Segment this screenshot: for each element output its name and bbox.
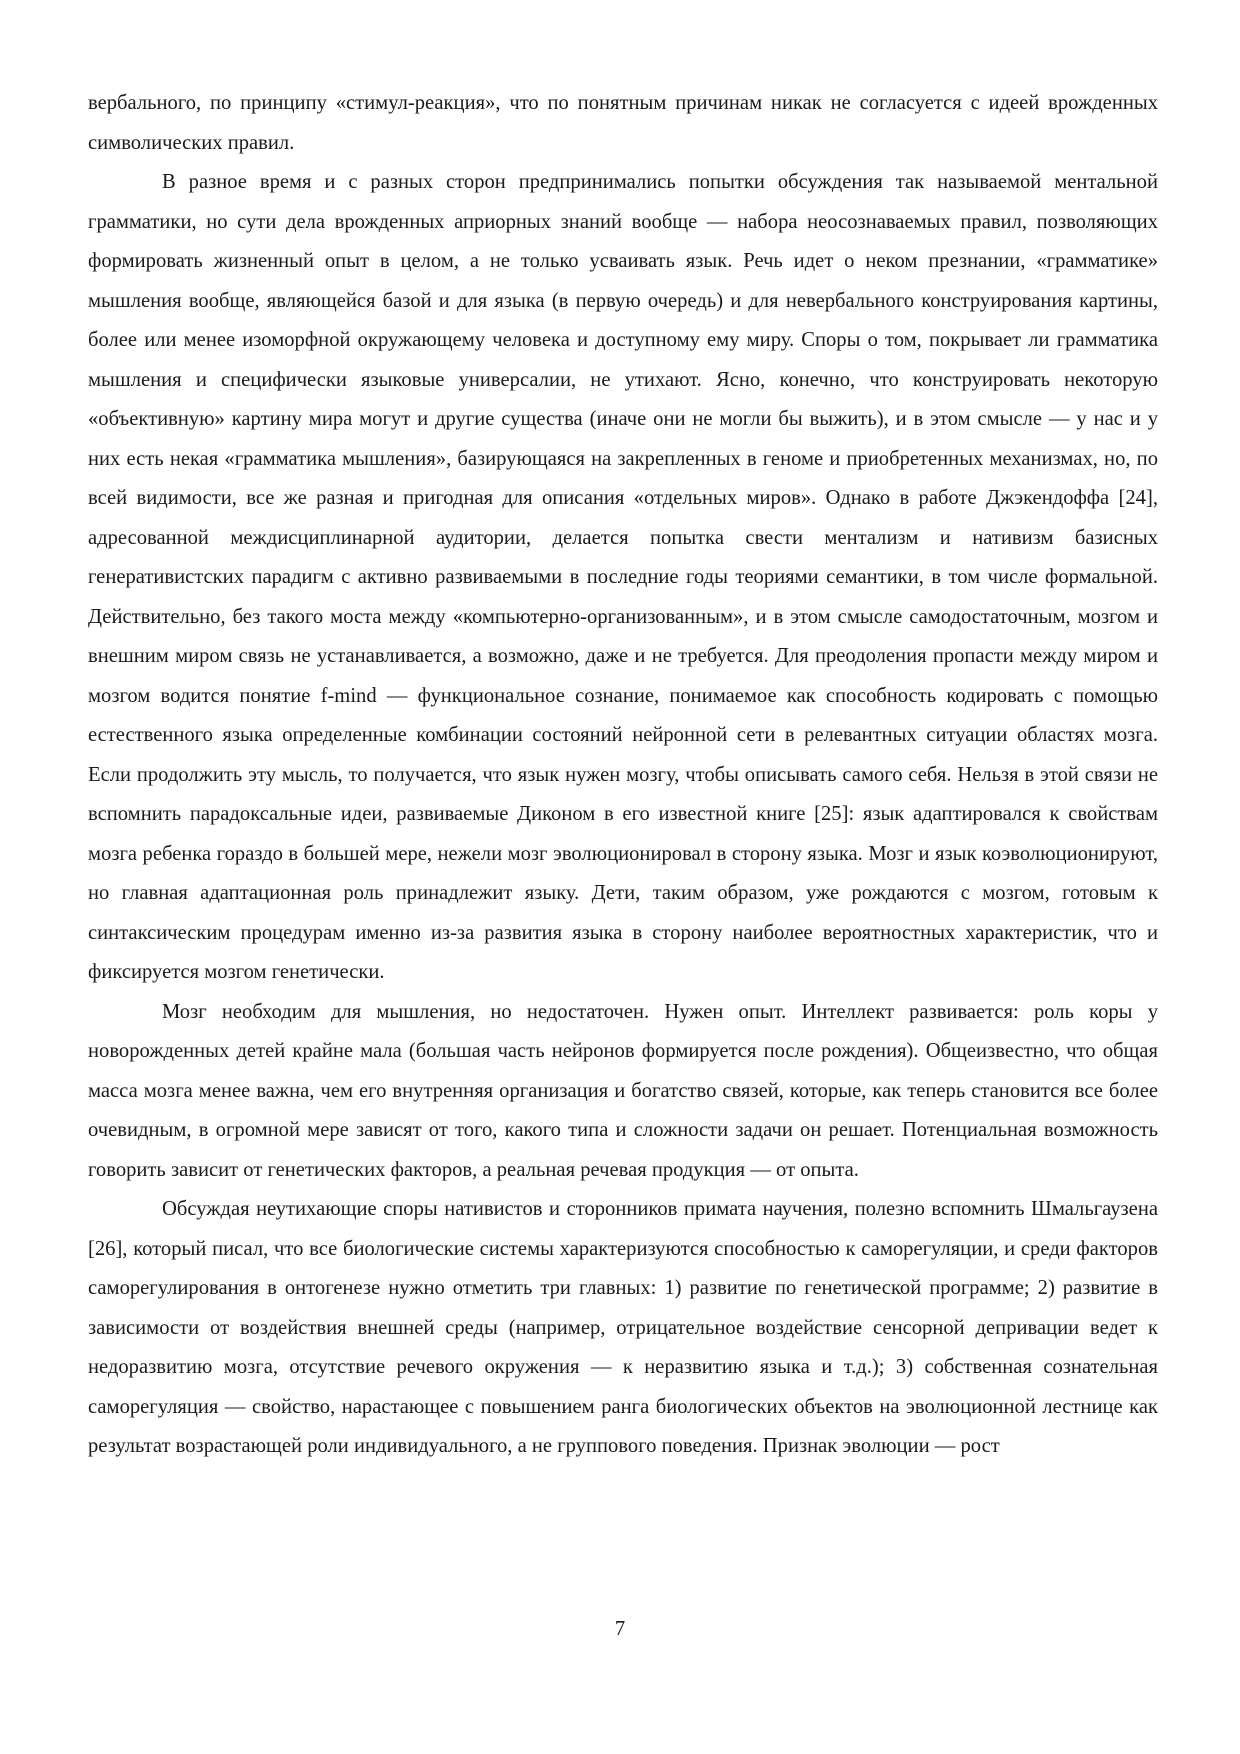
paragraph-self-regulation: Обсуждая неутихающие споры нативистов и сторонников примата научения, полезно вспомнить Шмальгаузена [26], который писал, что все биологические системы характеризуются способностью к саморегуляции, и среди факторов саморегулирования в онтогенезе нужно отметить три главных: 1) развитие по генетической программе; 2) развитие в зависимости от воздействия внешней среды (например, отрицательное воздействие сенсорной депривации ведет к недоразвитию мозга, отсутствие речевого окружения — к неразвитию языка и т.д.); 3) собственная сознательная саморегуляция — свойство, нарастающее с повышением ранга биологических объектов на эволюционной лестнице как результат возрастающей роли индивидуального, а не группового поведения. Признак эволюции — рост: [88, 1198, 1158, 1457]
page-number: 7: [614, 1618, 626, 1640]
paragraph-mental-grammar: В разное время и с разных сторон предпринимались попытки обсуждения так называемой ментальной грамматики, но сути дела врожденных априорных знаний вообще — набора неосознаваемых правил, позволяющих формировать жизненный опыт в целом, а не только усваивать язык. Речь идет о неком презнании, «грамматике» мышления вообще, являющейся базой и для языка (в первую очередь) и для невербального конструирования картины, более или менее изоморфной окружающему человека и доступному ему миру. Споры о том, покрывает ли грамматика мышления и специфически языковые универсалии, не утихают. Ясно, конечно, что конструировать некоторую «объективную» картину мира могут и другие существа (иначе они не могли бы выжить), и в этом смысле — у нас и у них есть некая «грамматика мышления», базирующаяся на закрепленных в геноме и приобретенных механизмах, но, по всей видимости, все же разная и пригодная для описания «отдельных миров». Однако в работе Джэкендоффа [24], адресованной междисциплинарной аудитории, делается попытка свести ментализм и нативизм базисных генеративистских парадигм с активно развиваемыми в последние годы теориями семантики, в том числе формальной. Действительно, без такого моста между «компьютерно-организованным», и в этом смысле самодостаточным, мозгом и внешним миром связь не устанавливается, а возможно, даже и не требуется. Для преодоления пропасти между миром и мозгом водится понятие f-mind — функциональное сознание, понимаемое как способность кодировать с помощью естественного языка определенные комбинации состояний нейронной сети в релевантных ситуации областях мозга. Если продолжить эту мысль, то получается, что язык нужен мозгу, чтобы описывать самого себя. Нельзя в этой связи не вспомнить парадоксальные идеи, развиваемые Диконом в его известной книге [25]: язык адаптировался к свойствам мозга ребенка гораздо в большей мере, нежели мозг эволюционировал в сторону языка. Мозг и язык коэволюционируют, но главная адаптационная роль принадлежит языку. Дети, таким образом, уже рождаются с мозгом, готовым к синтаксическим процедурам именно из-за развития языка в сторону наиболее вероятностных характеристик, что и фиксируется мозгом генетически.: [88, 171, 1158, 983]
page-body-text: [88, 84, 1158, 1467]
paragraph-brain-experience: Мозг необходим для мышления, но недостаточен. Нужен опыт. Интеллект развивается: роль коры у новорожденных детей крайне мала (большая часть нейронов формируется после рождения). Общеизвестно, что общая масса мозга менее важна, чем его внутренняя организация и богатство связей, которые, как теперь становится все более очевидным, в огромной мере зависят от того, какого типа и сложности задачи он решает. Потенциальная возможность говорить зависит от генетических факторов, а реальная речевая продукция — от опыта.: [88, 1000, 1158, 1181]
paragraph-continuation: вербального, по принципу «стимул-реакция», что по понятным причинам никак не согласуется с идеей врожденных символических правил.: [88, 92, 1158, 154]
